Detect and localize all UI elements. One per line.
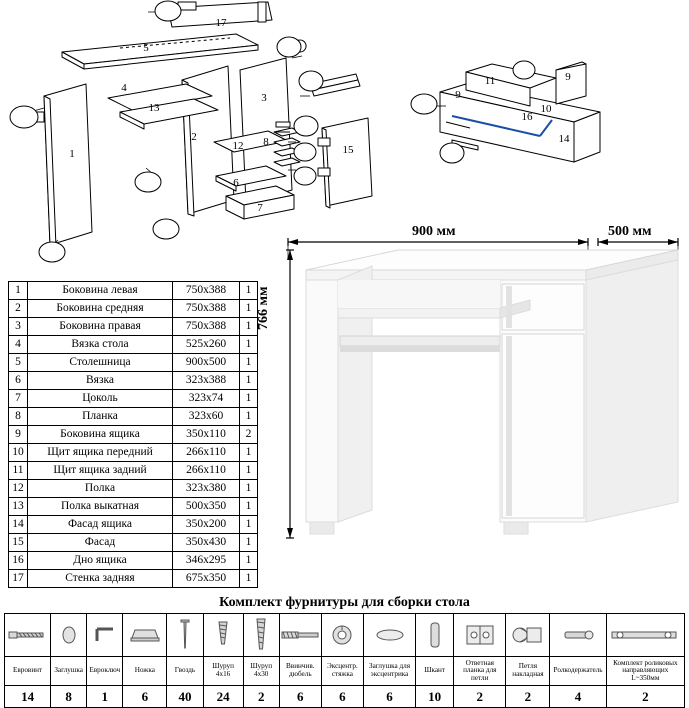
part-num: 3 bbox=[9, 318, 28, 336]
dimension-width: 900 мм bbox=[412, 224, 456, 239]
part-qty: 1 bbox=[240, 372, 258, 390]
label-8: 8 bbox=[263, 136, 269, 148]
hardware-count: 6 bbox=[321, 686, 363, 708]
part-name: Полка bbox=[28, 480, 173, 498]
label-11: 11 bbox=[484, 75, 496, 87]
hardware-count: 2 bbox=[243, 686, 279, 708]
hardware-label: Ответная планка для петли bbox=[454, 657, 506, 686]
table-row bbox=[9, 498, 258, 516]
part-num: 10 bbox=[9, 444, 28, 462]
hardware-count: 6 bbox=[123, 686, 167, 708]
hardware-count: 10 bbox=[416, 686, 454, 708]
table-row bbox=[9, 408, 258, 426]
table-row bbox=[9, 552, 258, 570]
hardware-label: Ввинчив. дюбель bbox=[279, 657, 321, 686]
hardware-label: Заглушка для эксцентрика bbox=[363, 657, 415, 686]
part-num: 12 bbox=[9, 480, 28, 498]
table-row bbox=[9, 336, 258, 354]
cam-lock-icon bbox=[321, 614, 363, 657]
label-9: 9 bbox=[565, 71, 571, 83]
part-name: Боковина средняя bbox=[28, 300, 173, 318]
part-dim: 323х388 bbox=[173, 372, 240, 390]
part-qty: 1 bbox=[240, 498, 258, 516]
part-qty: 1 bbox=[240, 390, 258, 408]
hardware-label: Шкант bbox=[416, 657, 454, 686]
label-2: 2 bbox=[191, 131, 197, 143]
label-14: 14 bbox=[558, 133, 570, 145]
hardware-count: 14 bbox=[5, 686, 51, 708]
table-row bbox=[9, 516, 258, 534]
hardware-count: 6 bbox=[279, 686, 321, 708]
part-qty: 1 bbox=[240, 462, 258, 480]
hardware-label: Петля накладная bbox=[506, 657, 550, 686]
table-row bbox=[9, 282, 258, 300]
table-row bbox=[9, 300, 258, 318]
table-row bbox=[9, 534, 258, 552]
hardware-label: Шуруп 4х30 bbox=[243, 657, 279, 686]
part-qty: 1 bbox=[240, 354, 258, 372]
part-dim: 525х260 bbox=[173, 336, 240, 354]
screw-4x16-icon bbox=[203, 614, 243, 657]
part-name: Щит ящика задний bbox=[28, 462, 173, 480]
product-render bbox=[268, 222, 689, 567]
hardware-count: 24 bbox=[203, 686, 243, 708]
foot-icon bbox=[123, 614, 167, 657]
label-12: 12 bbox=[232, 140, 244, 152]
part-name: Фасад bbox=[28, 534, 173, 552]
part-name: Вязка bbox=[28, 372, 173, 390]
part-dim: 266х110 bbox=[173, 462, 240, 480]
part-name: Вязка стола bbox=[28, 336, 173, 354]
part-qty: 1 bbox=[240, 300, 258, 318]
part-qty: 1 bbox=[240, 408, 258, 426]
part-name: Планка bbox=[28, 408, 173, 426]
part-num: 6 bbox=[9, 372, 28, 390]
part-dim: 350х110 bbox=[173, 426, 240, 444]
hardware-count: 4 bbox=[550, 686, 606, 708]
label-16: 16 bbox=[521, 111, 533, 123]
euro-screw-icon bbox=[5, 614, 51, 657]
part-qty: 1 bbox=[240, 570, 258, 588]
screw-4x30-icon bbox=[243, 614, 279, 657]
part-dim: 350х200 bbox=[173, 516, 240, 534]
part-name: Полка выкатная bbox=[28, 498, 173, 516]
part-num: 11 bbox=[9, 462, 28, 480]
part-num: 7 bbox=[9, 390, 28, 408]
label-6: 6 bbox=[233, 177, 239, 189]
part-num: 2 bbox=[9, 300, 28, 318]
hardware-count: 2 bbox=[454, 686, 506, 708]
label-4: 4 bbox=[121, 82, 127, 94]
label-13: 13 bbox=[148, 102, 160, 114]
part-dim: 323х60 bbox=[173, 408, 240, 426]
part-num: 16 bbox=[9, 552, 28, 570]
part-name: Стенка задняя bbox=[28, 570, 173, 588]
table-row bbox=[9, 318, 258, 336]
part-num: 9 bbox=[9, 426, 28, 444]
part-dim: 750х388 bbox=[173, 318, 240, 336]
part-dim: 750х388 bbox=[173, 282, 240, 300]
cam-cap-icon bbox=[363, 614, 415, 657]
hardware-label: Шуруп 4х16 bbox=[203, 657, 243, 686]
label-3: 3 bbox=[261, 92, 267, 104]
part-num: 5 bbox=[9, 354, 28, 372]
slide-rail-icon bbox=[606, 614, 684, 657]
table-row bbox=[9, 426, 258, 444]
table-row bbox=[9, 390, 258, 408]
part-name: Цоколь bbox=[28, 390, 173, 408]
label-7: 7 bbox=[257, 202, 263, 214]
allen-key-icon bbox=[87, 614, 123, 657]
table-row bbox=[9, 462, 258, 480]
part-num: 13 bbox=[9, 498, 28, 516]
dimension-height: 766 мм bbox=[256, 286, 271, 330]
hardware-count: 1 bbox=[87, 686, 123, 708]
part-dim: 350х430 bbox=[173, 534, 240, 552]
hardware-label: Евроключ bbox=[87, 657, 123, 686]
hardware-kit-table bbox=[4, 613, 685, 708]
dowel-icon bbox=[416, 614, 454, 657]
part-name: Боковина левая bbox=[28, 282, 173, 300]
part-name: Щит ящика передний bbox=[28, 444, 173, 462]
part-dim: 900х500 bbox=[173, 354, 240, 372]
table-row bbox=[9, 372, 258, 390]
part-dim: 750х388 bbox=[173, 300, 240, 318]
cap-icon bbox=[51, 614, 87, 657]
part-dim: 500х350 bbox=[173, 498, 240, 516]
table-row bbox=[9, 570, 258, 588]
hardware-count: 6 bbox=[363, 686, 415, 708]
part-num: 14 bbox=[9, 516, 28, 534]
label-17: 17 bbox=[215, 17, 227, 29]
part-name: Дно ящика bbox=[28, 552, 173, 570]
part-dim: 323х380 bbox=[173, 480, 240, 498]
hardware-label: Эксцентр. стяжка bbox=[321, 657, 363, 686]
part-num: 1 bbox=[9, 282, 28, 300]
label-5: 5 bbox=[143, 42, 149, 54]
part-dim: 675х350 bbox=[173, 570, 240, 588]
hinge-icon bbox=[506, 614, 550, 657]
part-qty: 2 bbox=[240, 426, 258, 444]
part-name: Фасад ящика bbox=[28, 516, 173, 534]
part-qty: 1 bbox=[240, 444, 258, 462]
hardware-label: Заглушка bbox=[51, 657, 87, 686]
part-dim: 346х295 bbox=[173, 552, 240, 570]
handle-icon bbox=[550, 614, 606, 657]
part-qty: 1 bbox=[240, 282, 258, 300]
part-dim: 323х74 bbox=[173, 390, 240, 408]
nail-icon bbox=[167, 614, 203, 657]
label-9b: 9 bbox=[455, 89, 461, 101]
part-num: 15 bbox=[9, 534, 28, 552]
hardware-kit-title: Комплект фурнитуры для сборки стола bbox=[219, 595, 470, 610]
parts-table bbox=[8, 281, 258, 588]
hardware-count: 2 bbox=[506, 686, 550, 708]
hinge-plate-icon bbox=[454, 614, 506, 657]
part-qty: 1 bbox=[240, 516, 258, 534]
part-qty: 1 bbox=[240, 552, 258, 570]
label-15: 15 bbox=[342, 144, 354, 156]
part-qty: 1 bbox=[240, 318, 258, 336]
part-name: Столешница bbox=[28, 354, 173, 372]
table-row bbox=[9, 354, 258, 372]
hardware-count: 2 bbox=[606, 686, 684, 708]
dimension-depth: 500 мм bbox=[608, 224, 652, 239]
part-qty: 1 bbox=[240, 336, 258, 354]
label-10: 10 bbox=[540, 103, 552, 115]
part-num: 4 bbox=[9, 336, 28, 354]
part-num: 17 bbox=[9, 570, 28, 588]
hardware-label: Гвоздь bbox=[167, 657, 203, 686]
screw-in-dowel-icon bbox=[279, 614, 321, 657]
part-qty: 1 bbox=[240, 534, 258, 552]
label-1: 1 bbox=[69, 148, 75, 160]
part-name: Боковина правая bbox=[28, 318, 173, 336]
hardware-label: Комплект роликовых направляющих L~350мм bbox=[606, 657, 684, 686]
part-qty: 1 bbox=[240, 480, 258, 498]
hardware-count: 40 bbox=[167, 686, 203, 708]
part-dim: 266х110 bbox=[173, 444, 240, 462]
table-row bbox=[9, 444, 258, 462]
hardware-label: Ролкодержатель bbox=[550, 657, 606, 686]
table-row bbox=[9, 480, 258, 498]
part-num: 8 bbox=[9, 408, 28, 426]
hardware-count: 8 bbox=[51, 686, 87, 708]
part-name: Боковина ящика bbox=[28, 426, 173, 444]
hardware-label: Евровинт bbox=[5, 657, 51, 686]
hardware-label: Ножка bbox=[123, 657, 167, 686]
